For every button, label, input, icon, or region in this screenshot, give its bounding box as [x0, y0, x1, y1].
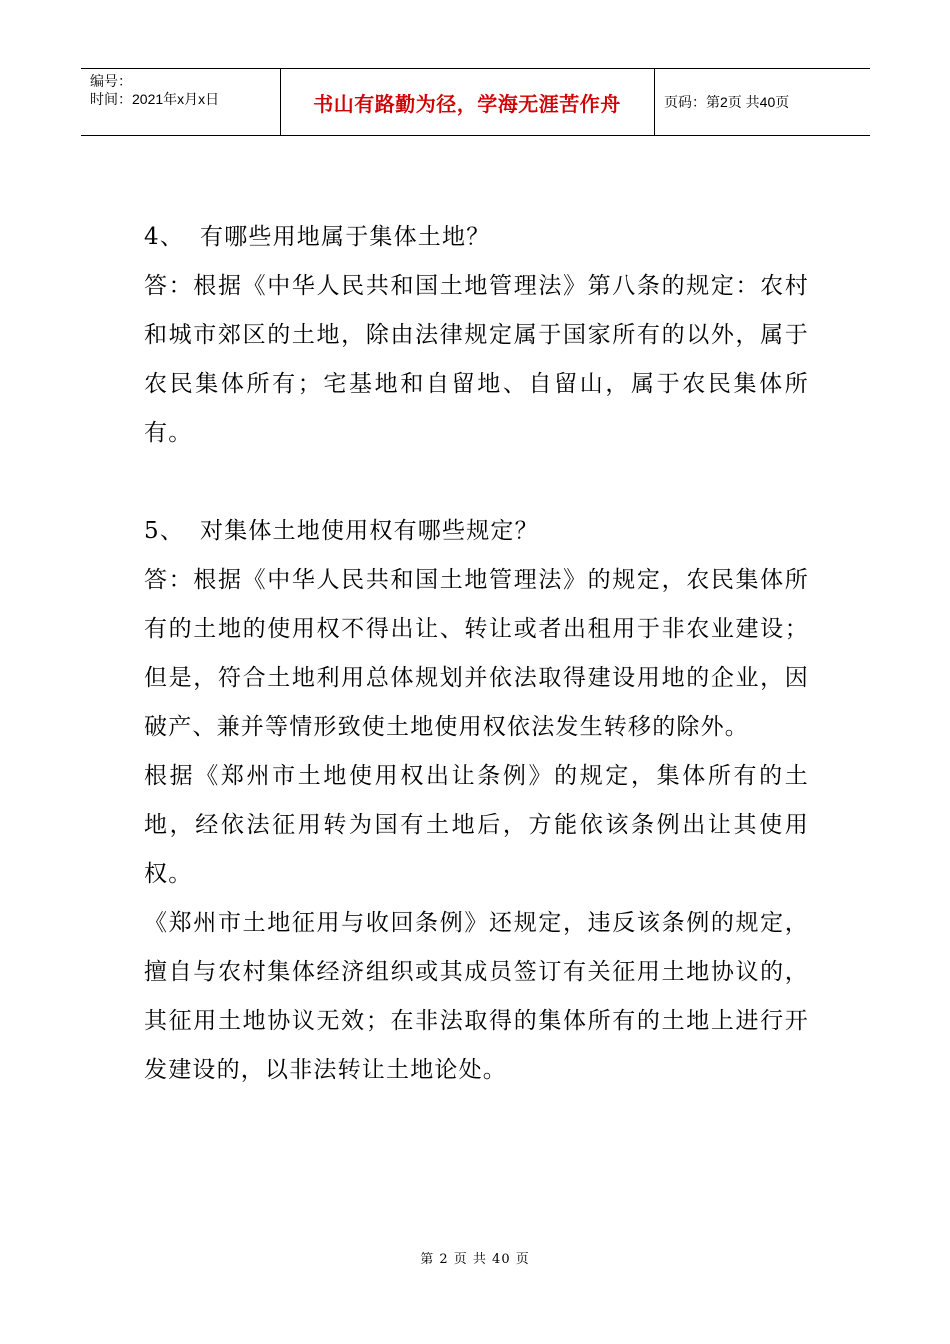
question-4-block [144, 213, 809, 458]
page-footer: 第 2 页 共 40 页 [420, 1252, 530, 1267]
header-page-info: 页码：第2页 共40页 [664, 94, 790, 110]
answer-5-paragraph-3: 《郑州市土地征用与收回条例》还规定，违反该条例的规定，擅自与农村集体经济组织或其成员签订有关征用土地协议的，其征用土地协议无效；在非法取得的集体所有的土地上进行开发建设的，以非法转让土地论处。 [144, 910, 809, 1083]
question-4-heading [144, 213, 809, 262]
question-4-text: 有哪些用地属于集体土地？ [200, 224, 491, 250]
header-motto-cell [280, 69, 655, 135]
answer-5-paragraph-2: 根据《郑州市土地使用权出让条例》的规定，集体所有的土地，经依法征用转为国有土地后，方能依该条例出让其使用权。 [144, 763, 809, 887]
question-5-block [144, 507, 809, 1095]
question-5-number: 5、 [144, 518, 185, 544]
section-gap [144, 458, 809, 507]
answer-5-paragraph: 答：根据《中华人民共和国土地管理法》的规定，农民集体所有的土地的使用权不得出让、转让或者出租用于非农业建设；但是，符合土地利用总体规划并依法取得建设用地的企业，因破产、兼并等情形致使土地使用权依法发生转移的除外。 [144, 567, 809, 740]
document-body [144, 213, 809, 1095]
question-5-text: 对集体土地使用权有哪些规定？ [200, 518, 539, 544]
question-5-heading [144, 507, 809, 556]
answer-4-paragraph: 答：根据《中华人民共和国土地管理法》第八条的规定：农村和城市郊区的土地，除由法律规定属于国家所有的以外，属于农民集体所有；宅基地和自留地、自留山，属于农民集体所有。 [144, 273, 809, 446]
document-time-label: 时间：2021年x月x日 [90, 91, 220, 107]
header-page-cell [654, 69, 870, 135]
page-header [81, 68, 870, 136]
document-number-label: 编号： [90, 73, 132, 89]
motto-text: 书山有路勤为径，学海无涯苦作舟 [313, 91, 621, 116]
question-4-number: 4、 [144, 224, 185, 250]
header-meta-cell [81, 69, 281, 135]
